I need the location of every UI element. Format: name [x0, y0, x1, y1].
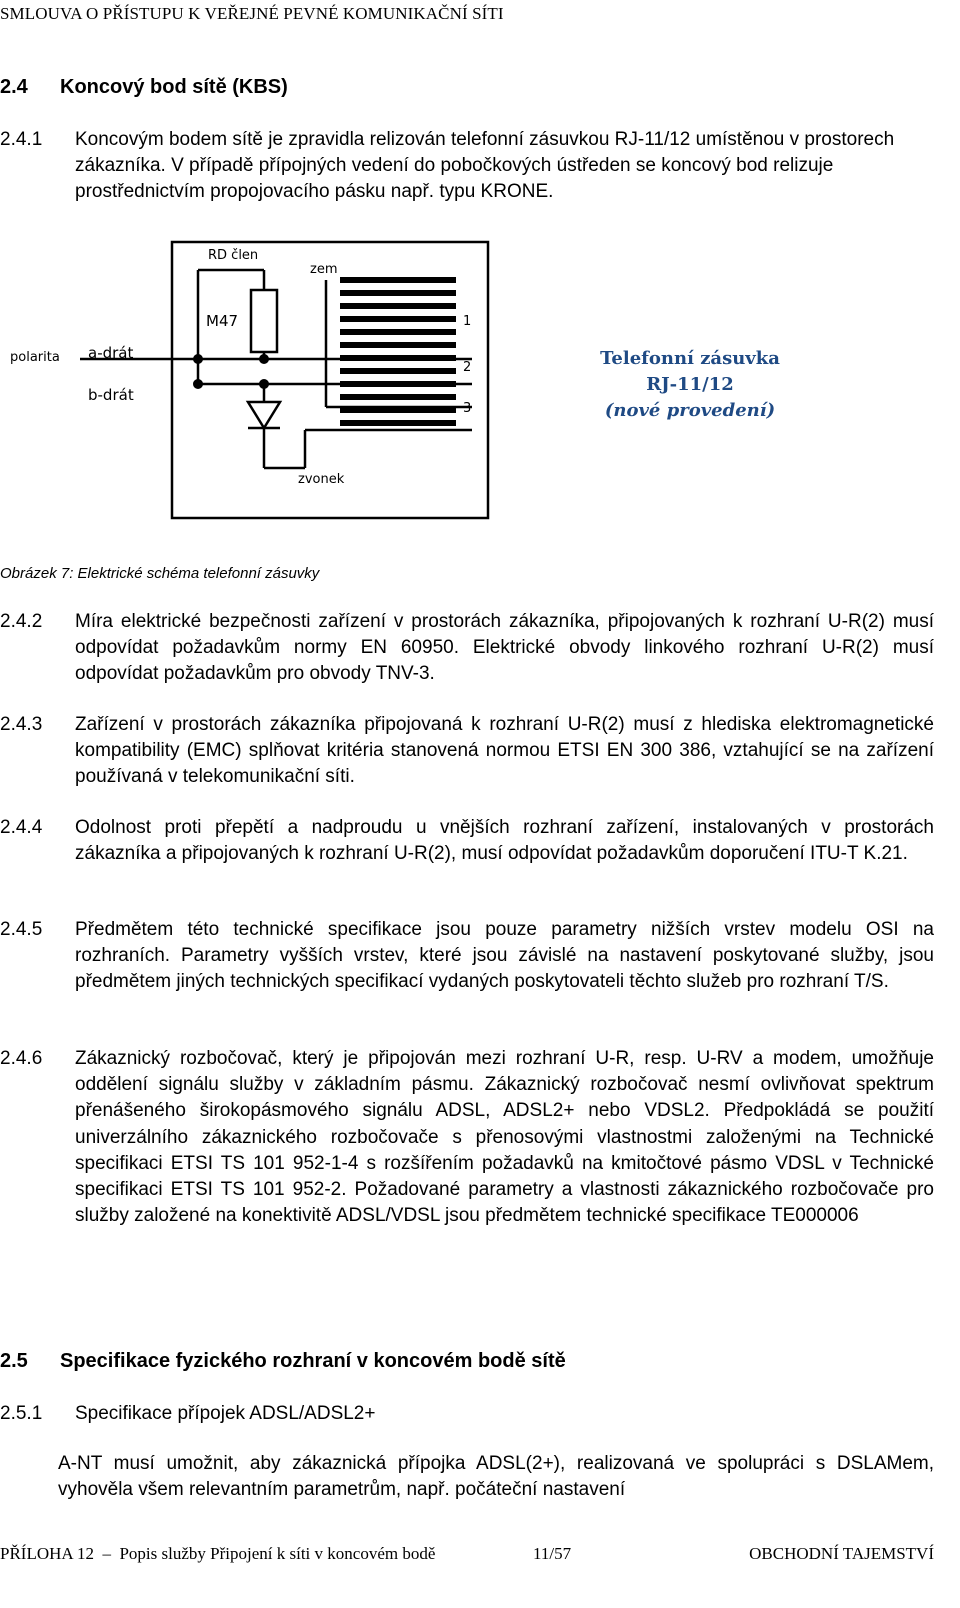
label-pin-3: 3: [463, 401, 472, 416]
label-m47: M47: [206, 312, 239, 330]
paragraph-number: 2.4.4: [0, 817, 43, 838]
paragraph-text: Předmětem této technické specifikace jsou pouze parametry nižších vrstev modelu OSI na rozhraních. Parametry vyšších vrstev, které jsou závislé na nastavení poskytované služby, jsou předmětem jiných technických specifikací vydaných poskytovateli těchto služeb pro rozhraní T/S.: [75, 919, 934, 993]
label-b-drat: b-drát: [88, 386, 134, 404]
paragraph-text: Míra elektrické bezpečnosti zařízení v prostorách zákazníka, připojovaných k rozhraní U-R(2) musí odpovídat požadavkům normy EN 60950. Elektrické obvody linkového rozhraní U-R(2) musí odpovídat požadavkům pro obvody TNV-3.: [75, 611, 934, 685]
section-title: Specifikace fyzického rozhraní v koncovém bodě sítě: [60, 1350, 566, 1372]
running-header: SMLOUVA O PŘÍSTUPU K VEŘEJNÉ PEVNÉ KOMUNIKAČNÍ SÍTI: [0, 4, 504, 23]
paragraph-text: Zákaznický rozbočovač, který je připojován mezi rozhraní U-R, resp. U-RV a modem, umožňuje oddělení signálu služby v základním pásmu. Zákaznický rozbočovač nesmí ovlivňovat spektrum přenášeného širokopásmového signálu ADSL, ADSL2+ nebo VDSL2. Předpokládá se použití univerzálního zákaznického rozbočovače s přenosovými vlastnostmi založenými na Technické specifikaci ETSI TS 101 952-1-4 s rozšířením požadavků na kmitočtové pásmo VDSL v Technické specifikaci ETSI TS 101 952-2. Požadované parametry a vlastnosti zákaznického rozbočovače pro služby založené na konektivitě ADSL/VDSL jsou předmětem technické specifikace TE000006: [75, 1048, 934, 1227]
section-title: Koncový bod sítě (KBS): [60, 76, 288, 98]
label-polarita: polarita: [10, 350, 60, 365]
paragraph-2-4-5: [0, 917, 934, 996]
section-number: 2.4: [0, 76, 28, 98]
paragraph-text: A-NT musí umožnit, aby zákaznická přípojka ADSL(2+), realizovaná ve spolupráci s DSLAMem, vyhověla všem relevantním parametrům, např. počáteční nastavení: [58, 1453, 934, 1501]
paragraph-2-4-2: [0, 609, 934, 688]
label-zem: zem: [310, 262, 338, 277]
footer-page-number: 11/57: [533, 1544, 572, 1563]
label-zvonek: zvonek: [298, 472, 345, 487]
figure-title: [580, 346, 800, 424]
paragraph-number: 2.4.3: [0, 714, 43, 735]
paragraph-2-4-6: [0, 1046, 934, 1229]
paragraph-2-5-1-body: [58, 1451, 934, 1503]
paragraph-text: Koncovým bodem sítě je zpravidla relizován telefonní zásuvkou RJ-11/12 umístěnou v prostorech zákazníka. V případě přípojných vedení do pobočkových ústředen se koncový bod relizuje prostřednictvím propojovacího pásku např. typu KRONE.: [75, 129, 895, 203]
page-footer: [0, 1544, 934, 1566]
subsection-number: 2.5.1: [0, 1403, 43, 1424]
label-rd-clen: RD člen: [208, 248, 259, 263]
figure-title-line-1: Telefonní zásuvka: [600, 348, 780, 369]
paragraph-text: Zařízení v prostorách zákazníka připojovaná k rozhraní U-R(2) musí z hlediska elektromagnetické kompatibility (EMC) splňovat kritéria stanovená normou ETSI EN 300 386, vztahující se na zařízení používaná v telekomunikační síti.: [75, 714, 934, 788]
label-pin-2: 2: [463, 360, 472, 375]
footer-classification: OBCHODNÍ TAJEMSTVÍ: [749, 1544, 934, 1563]
subsection-2-5-1: [0, 1401, 934, 1427]
paragraph-number: 2.4.6: [0, 1048, 43, 1069]
paragraph-2-4-1: [0, 127, 934, 206]
paragraph-number: 2.4.5: [0, 919, 43, 940]
figure-schematic: [0, 232, 800, 522]
footer-document-title: PŘÍLOHA 12 – Popis služby Připojení k síti v koncovém bodě: [0, 1544, 436, 1563]
label-pin-1: 1: [463, 314, 472, 329]
subsection-title: Specifikace přípojek ADSL/ADSL2+: [75, 1403, 376, 1424]
figure-title-line-2: RJ-11/12: [646, 374, 734, 395]
figure-title-line-3: (nové provedení): [604, 400, 776, 421]
section-number: 2.5: [0, 1350, 28, 1372]
paragraph-number: 2.4.1: [0, 129, 43, 150]
figure-caption: Obrázek 7: Elektrické schéma telefonní zásuvky: [0, 565, 320, 582]
label-a-drat: a-drát: [88, 344, 134, 362]
paragraph-text: Odolnost proti přepětí a nadproudu u vnějších rozhraní zařízení, instalovaných v prostorách zákazníka a připojovaných k rozhraní U-R(2), musí odpovídat požadavkům doporučení ITU-T K.21.: [75, 817, 934, 865]
paragraph-2-4-4: [0, 815, 934, 867]
paragraph-2-4-3: [0, 712, 934, 791]
paragraph-number: 2.4.2: [0, 611, 43, 632]
